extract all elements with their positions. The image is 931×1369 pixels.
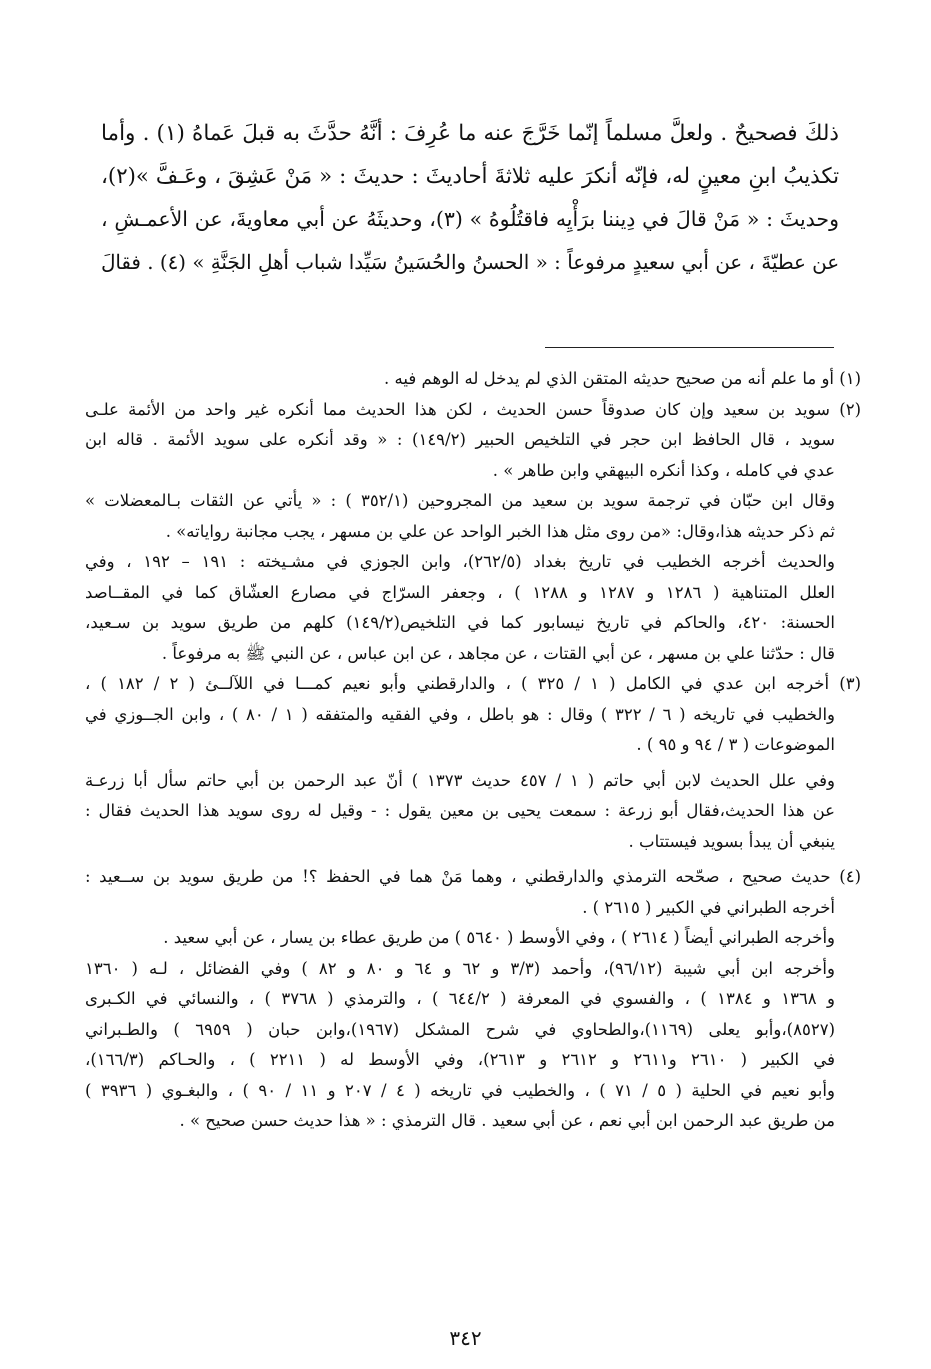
main-text-line: وحديثَ : « مَنْ قالَ في دِيننا برَأْيِه فاقتُلُوهُ » (٣)، وحديثَهُ عن أبي معاويةَ، عن الأعمـشِ ، [101,207,839,231]
footnote-3-line: والخطيب في تاريخه ( ٦ / ٣٢٢ ) وقال : هو باطل ، وفي الفقيه والمتفقه ( ١ / ٨٠ ) ، وابن الجــوزي في [85,704,835,724]
page-number: ٣٤٢ [449,1326,482,1350]
footnote-2-line: العلل المتناهية ( ١٢٨٦ و ١٢٨٧ و ١٢٨٨ ) ، وجعفر السرّاج في مصارع العشّاق كما في المقــاصد [85,582,835,602]
footnote-3-line: ينبغي أن يبدأ بسويد فيستتاب . [628,831,835,851]
main-text-line: عن عطيّةَ ، عن أبي سعيدٍ مرفوعاً : « الحسنُ والحُسَينُ سَيِّدا شباب أهلِ الجَنَّةِ » (٤) . فقالَ [101,251,839,274]
main-text [101,112,839,284]
footnote-4-line: و ١٣٦٨ و ١٣٨٤ ) ، والفسوي في المعرفة ( ٦٤٤/٢ ) ، والترمذي ( ٣٧٦٨ ) ، والنسائي في الكـبرى [85,989,835,1008]
footnotes [85,364,861,1137]
footnote-4-line: وأخرجه الطبراني أيضاً ( ٢٦١٤ ) ، وفي الأوسط ( ٥٦٤٠ ) من طريق عطاء بن يسار ، عن أبي سعيد . [163,928,835,947]
footnote-2-line: قال : حدّثنا علي بن مسهر ، عن أبي القتات ، عن مجاهد ، عن ابن عباس ، عن النبي ﷺ به مرفوعاً . [161,643,835,663]
main-text-line: تكذيبُ ابنِ معينٍ له، فإنّه أنكرَ عليه ثلاثةَ أحاديثَ : حديثَ : « مَنْ عَشِقَ ، وعَـفَّ »(٢)، [101,164,839,189]
footnote-2-line: سويد ، قال الحافظ ابن حجر في التلخيص الحبير (١٤٩/٢) : « وقد أنكره على سويد الأئمة . قاله ابن [85,430,835,449]
footnote-4-line: أخرجه الطبراني في الكبير ( ٢٦١٥ ) . [582,897,835,917]
footnote-4-line: في الكبير ( ٢٦١٠ و٢٦١١ و ٢٦١٢ و ٢٦١٣)، وفي الأوسط له ( ٢٢١١ ) ، والحـاكم (١٦٦/٣)، [85,1050,836,1069]
footnote-4-line: وأخرجه ابن أبي شيبة (٩٦/١٢)، وأحمد (٣/٣ و ٦٢ و ٦٤ و ٨٠ و ٨٢ ) وفي الفضائل ، لـه ( ١٣٦٠ [85,958,835,978]
footnote-3-line: (٣) أخرجه ابن عدي في الكامل ( ١ / ٣٢٥ ) ، والدارقطني وأبو نعيم كمـــا في اللآلــئ ( ٢ / ١٨٢ ) ، [85,674,861,693]
footnote-2-line: ثم ذكر حديثه هذا،وقال: «من روى مثل هذا الخبر الواحد عن علي بن مسهر ، يجب مجانبة رواياته» . [165,521,835,541]
footnote-4-line: من طريق عبد الرحمن ابن أبي نعم ، عن أبي سعيد . قال الترمذي : « هذا حديث حسن صحيح » . [179,1111,835,1130]
footnote-3-line: وفي علل الحديث لابن أبي حاتم ( ١ / ٤٥٧ حديث ١٣٧٣ ) أنّ عبد الرحمن بن أبي حاتم سأل أبا زرعـة [85,770,835,790]
footnote-separator [545,347,834,348]
footnote-4-line: (٨٥٢٧)،وأبو يعلى (١١٦٩)،والطحاوي في شرح المشكل (١٩٦٧)،وابن حبان ( ٦٩٥٩ ) والطـبراني [85,1019,835,1039]
footnote-2-line: عدي في كامله ، وكذا أنكره البيهقي وابن طاهر » . [492,460,835,480]
footnote-2-line: الحسنة: ٤٢٠، والحاكم في تاريخ نيسابور كما في التلخيص(١٤٩/٢) كلهم من طريق سويد بن سـعيد، [85,613,835,632]
footnote-2-line: والحديث أخرجه الخطيب في تاريخ بغداد (٢٦٢/٥)، وابن الجوزي في مشـيخته : ١٩١ – ١٩٢ ، وفي [85,552,835,571]
footnote-2-line: وقال ابن حبّان في ترجمة سويد بن سعيد من المجروحين (٣٥٢/١ ) : « يأتي عن الثقات بـالمعضلات » [85,491,835,510]
footnote-3-line: عن هذا الحديث،فقال أبو زرعة : سمعت يحيى بن معين يقول : - وقيل له روى سويد هذا الحديث فقال : [85,801,835,820]
footnote-4-line: (٤) حديث صحيح ، صحّحه الترمذي والدارقطني ، وهما مَنْ هما في الحفظ ؟! من طريق سويد بن ســعيد : [85,867,861,886]
footnote-2-line: (٢) سويد بن سعيد وإن كان صدوقاً حسن الحديث ، لكن هذا الحديث مما أنكره غير واحد من الأئمة علـى [85,399,861,419]
footnote-4-line: وأبو نعيم في الحلية ( ٥ / ٧١ ) ، والخطيب في تاريخه ( ٤ / ٢٠٧ و ١١ / ٩٠ ) ، والبغـوي ( ٣٩٣٦ ) [85,1080,835,1100]
footnote-3-line: الموضوعات ( ٣ / ٩٤ و ٩٥ ) . [636,735,835,754]
main-text-line: ذلكَ فصحيحٌ . ولعلَّ مسلماً إنّما خَرَّجَ عنه ما عُرِفَ : أنَّهُ حدَّثَ به قبلَ عَماهُ (١) . وأما [101,121,839,146]
footnote-1-line: (١) أو ما علم أنه من صحيح حديثه المتقن الذي لم يدخل له الوهم فيه . [384,369,861,388]
